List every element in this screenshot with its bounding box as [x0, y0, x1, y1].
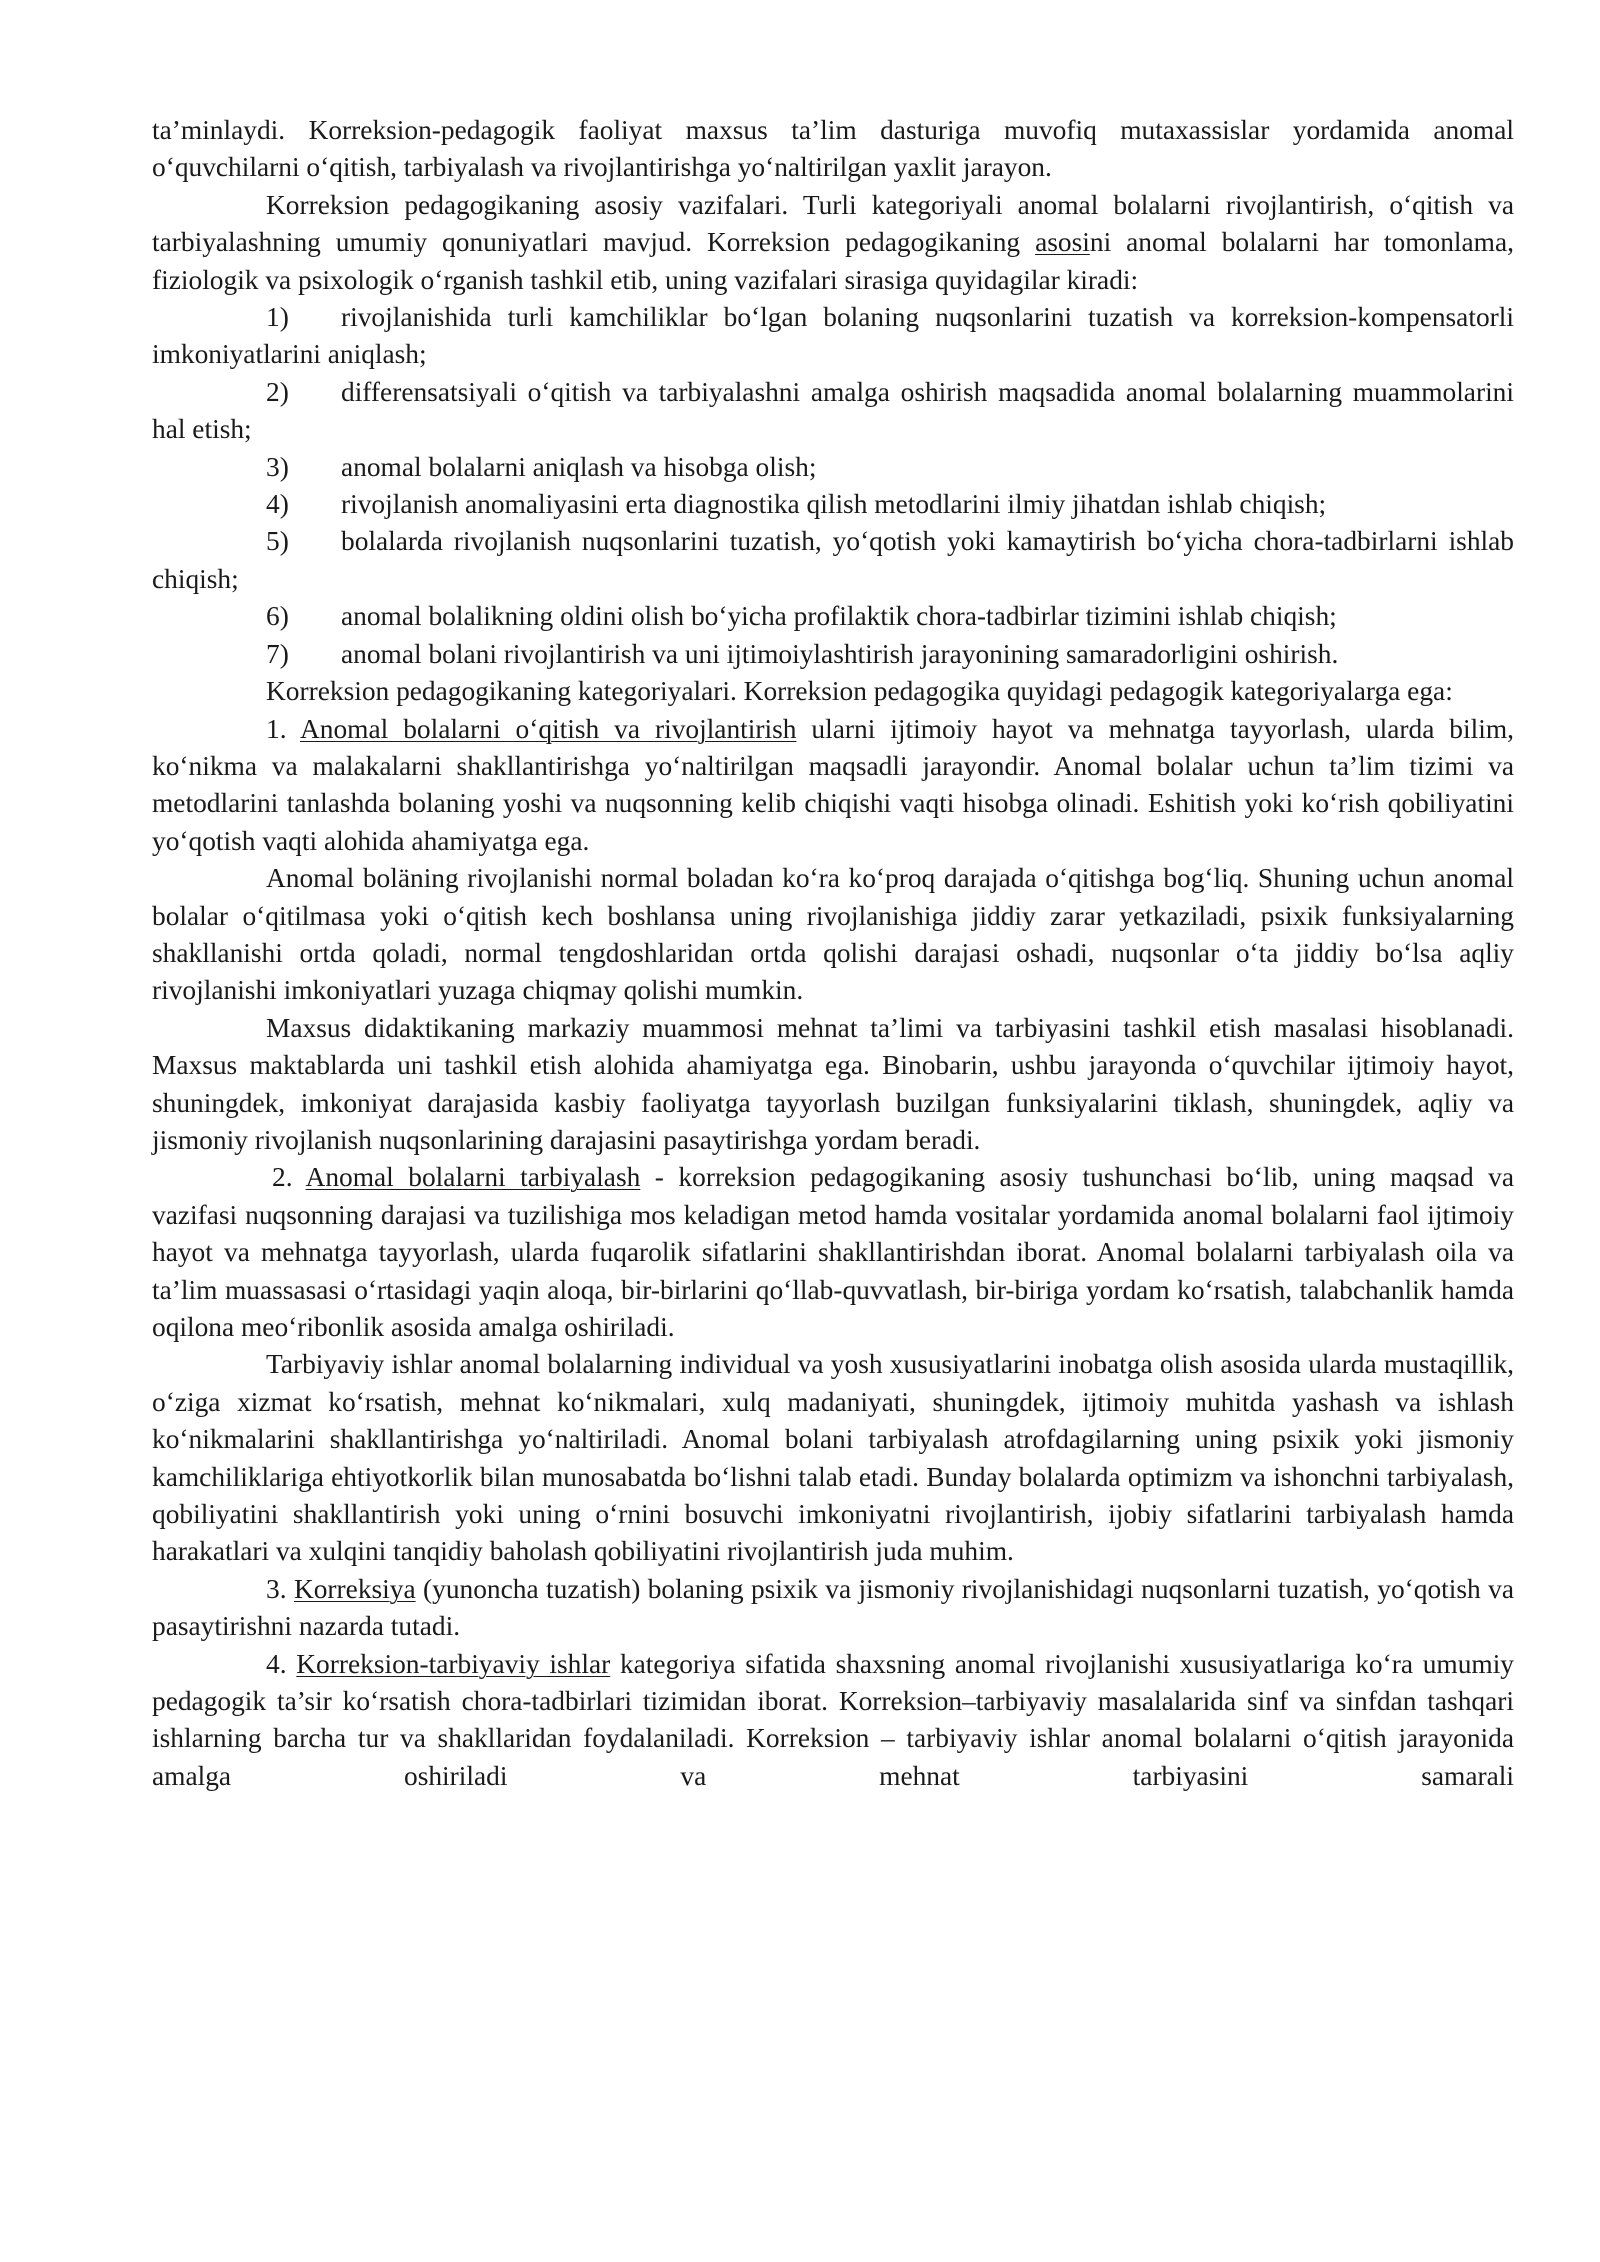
list-item	[152, 598, 1514, 635]
list-item-number: 2)	[266, 376, 289, 407]
paragraph-didactics: Maxsus didaktikaning markaziy muammosi mehnat ta’limi va tarbiyasini tashkil etish masalasi hisoblanadi. Maxsus maktablarda uni tashkil etish alohida ahamiyatga ega. Binobarin, ushbu jarayonda o‘quvchilar ijtimoiy hayot, shuningdek, imkoniyat darajasida kasbiy faoliyatga tayyorlash buzilgan funksiyalarini tiklash, shuningdek, aqliy va jismoniy rivojlanish nuqsonlarining darajasini pasaytirishga yordam beradi.	[152, 1012, 1514, 1155]
list-item-number: 7)	[266, 638, 289, 669]
list-item	[152, 299, 1514, 374]
list-item-text: rivojlanishida turli kamchiliklar bo‘lgan bolaning nuqsonlarini tuzatish va korreksion-kompensatorli imkoniyatlarini aniqlash;	[152, 302, 1514, 370]
list-item	[152, 523, 1514, 598]
underlined-word: asosi	[1035, 227, 1090, 258]
list-item	[152, 374, 1514, 449]
category-text: ularni ijtimoiy hayot va mehnatga tayyorlash, ularda bilim, ko‘nikma va malakalarni shakllantirishga yo‘naltirilgan maqsadli jarayondir. Anomal bolalar uchun ta’lim tizimi va metodlarini tanlashda bolaning yoshi va nuqsonning kelib chiqishi vaqti hisobga olinadi. Eshitish yoki ko‘rish qobiliyatini yo‘qotish vaqti alohida ahamiyatga ega.	[152, 713, 1514, 856]
category-number: 3.	[266, 1573, 287, 1604]
category-term: Korreksion-tarbiyaviy ishlar	[296, 1648, 611, 1679]
list-item-text: anomal bolalikning oldini olish bo‘yicha profilaktik chora-tadbirlar tizimini ishlab chiqish;	[341, 601, 1337, 632]
list-item	[152, 449, 1514, 486]
paragraph-upbringing: Tarbiyaviy ishlar anomal bolalarning individual va yosh xususiyatlarini inobatga olish asosida ularda mustaqillik, o‘ziga xizmat ko‘rsatish, mehnat ko‘nikmalari, xulq madaniyati, shuningdek, ijtimoiy muhitda yashash va ishlash ko‘nikmalarini shakllantirishga yo‘naltiriladi. Anomal bolani tarbiyalash atrofdagilarning uning psixik yoki jismoniy kamchiliklariga ehtiyotkorlik bilan munosabatda bo‘lishni talab etadi. Bunday bolalarda optimizm va ishonchni tarbiyalash, qobiliyatini shakllantirish yoki uning o‘rnini bosuvchi imkoniyatni rivojlantirish, ijobiy sifatlarini tarbiyalash hamda harakatlari va xulqini tanqidiy baholash qobiliyatini rivojlantirish juda muhim.	[152, 1349, 1514, 1567]
category-term: Anomal bolalarni tarbiyalash	[305, 1162, 641, 1193]
list-item-text: anomal bolani rivojlantirish va uni ijtimoiylashtirish jarayonining samaradorligini oshirish.	[341, 638, 1339, 669]
category-text: (yunoncha tuzatish) bolaning psixik va jismoniy rivojlanishidagi nuqsonlarni tuzatish, yo‘qotish va pasaytirishni nazarda tutadi.	[152, 1573, 1514, 1642]
list-item-number: 6)	[266, 601, 289, 632]
category-1	[152, 711, 1514, 861]
category-number: 2.	[272, 1162, 293, 1193]
list-item-number: 4)	[266, 489, 289, 520]
paragraph-categories-intro: Korreksion pedagogikaning kategoriyalari. Korreksion pedagogika quyidagi pedagogik kategoriyalarga ega:	[266, 676, 1453, 707]
category-2	[152, 1159, 1514, 1346]
list-item	[152, 486, 1514, 523]
list-item-number: 5)	[266, 526, 289, 557]
category-text: - korreksion pedagogikaning asosiy tushunchasi bo‘lib, uning maqsad va vazifasi nuqsonning darajasi va tuzilishiga mos keladigan metod hamda vositalar yordamida anomal bolalarni faol ijtimoiy hayot va mehnatga tayyorlash, ularda fuqarolik sifatlarini shakllantirishdan iborat. Anomal bolalarni tarbiyalash oila va ta’lim muassasasi o‘rtasidagi yaqin aloqa, bir-birlarini qo‘llab-quvvatlash, bir-biriga yordam ko‘rsatish, talabchanlik hamda oqilona meo‘ribonlik asosida amalga oshiriladi.	[152, 1162, 1515, 1342]
tasks-list	[152, 299, 1514, 673]
paragraph-text: ni anomal bolalarni har tomonlama, fiziologik va psixologik o‘rganish tashkil etib, uning vazifalari sirasiga quyidagilar kiradi:	[152, 227, 1514, 295]
category-text: kategoriya sifatida shaxsning anomal rivojlanishi xususiyatlariga ko‘ra umumiy pedagogik ta’sir ko‘rsatish chora-tadbirlari tizimidan iborat. Korreksion–tarbiyaviy masalalarida sinf va sinfdan tashqari ishlarning barcha tur va shakllaridan foydalaniladi. Korreksion – tarbiyaviy ishlar anomal bolalarni o‘qitish jarayonida amalga oshiriladi va mehnat tarbiyasini samarali	[152, 1648, 1514, 1791]
paragraph-development: Anomal boläning rivojlanishi normal boladan ko‘ra ko‘proq darajada o‘qitishga bog‘liq. Shuning uchun anomal bolalar o‘qitilmasa yoki o‘qitish kech boshlansa uning rivojlanishiga jiddiy zarar yetkaziladi, psixik funksiyalarning shakllanishi ortda qoladi, normal tengdoshlaridan ortda qolishi darajasi oshadi, nuqsonlar o‘ta jiddiy bo‘lsa aqliy rivojlanishi imkoniyatlari yuzaga chiqmay qolishi mumkin.	[152, 863, 1514, 1006]
category-number: 4.	[266, 1648, 287, 1679]
paragraph-text: Korreksion pedagogikaning asosiy vazifalari. Turli kategoriyali anomal bolalarni rivojlantirish, o‘qitish va tarbiyalashning umumiy qonuniyatlari mavjud. Korreksion pedagogikaning	[152, 189, 1514, 258]
category-number: 1.	[266, 713, 287, 744]
paragraph-intro: ta’minlaydi. Korreksion-pedagogik faoliyat maxsus ta’lim dasturiga muvofiq mutaxassislar yordamida anomal o‘quvchilarni o‘qitish, tarbiyalash va rivojlantirishga yo‘naltirilgan yaxlit jarayon.	[152, 115, 1514, 183]
category-3	[152, 1571, 1514, 1646]
category-term: Anomal bolalarni o‘qitish va rivojlantirish	[300, 713, 797, 744]
list-item-number: 1)	[266, 302, 289, 333]
paragraph-tasks-intro	[152, 187, 1514, 299]
category-term: Korreksiya	[293, 1573, 416, 1604]
category-4	[152, 1646, 1514, 1796]
list-item-text: anomal bolalarni aniqlash va hisobga olish;	[341, 451, 817, 482]
list-item-text: rivojlanish anomaliyasini erta diagnostika qilish metodlarini ilmiy jihatdan ishlab chiqish;	[341, 489, 1327, 520]
list-item-text: bolalarda rivojlanish nuqsonlarini tuzatish, yo‘qotish yoki kamaytirish bo‘yicha chora-tadbirlarni ishlab chiqish;	[152, 526, 1514, 594]
list-item-text: differensatsiyali o‘qitish va tarbiyalashni amalga oshirish maqsadida anomal bolalarning muammolarini hal etish;	[152, 376, 1514, 445]
list-item-number: 3)	[266, 451, 289, 482]
list-item	[152, 636, 1514, 673]
